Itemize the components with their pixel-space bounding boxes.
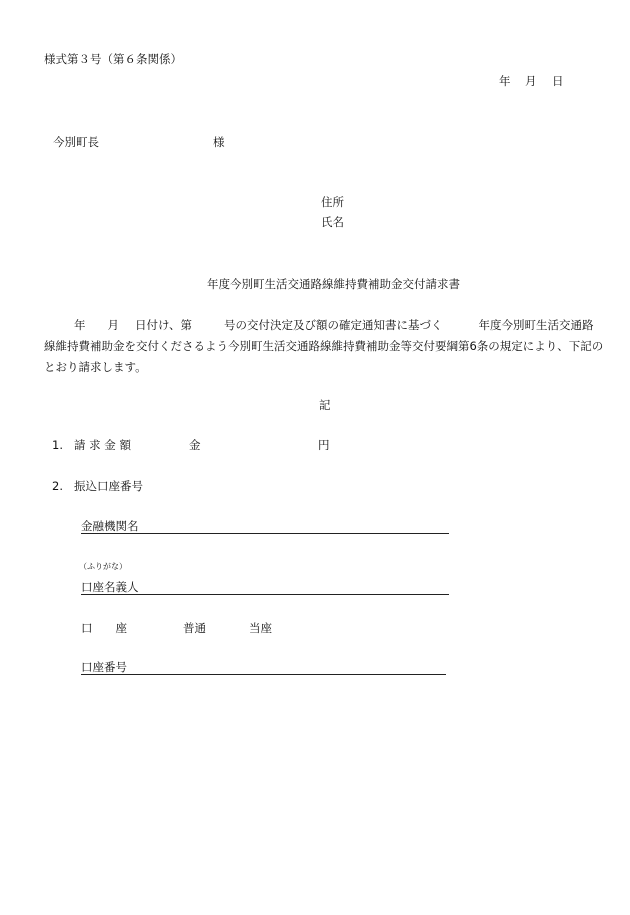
ki-marker: 記 [319,398,331,412]
bank-label: 金融機関名 [81,519,139,533]
account-number-line[interactable] [81,674,446,675]
body-year: 年 [74,318,86,332]
bank-field-line[interactable] [81,533,449,534]
item-2-label: 振込口座番号 [74,479,143,493]
holder-label: 口座名義人 [81,580,139,594]
account-type-label: 口 座 [81,621,127,635]
document-title: 年度今別町生活交通路線維持費補助金交付請求書 [207,277,460,291]
holder-field-line[interactable] [81,594,449,595]
body-number: 号の交付決定及び額の確定通知書に基づく [224,318,443,332]
item-1-unit: 円 [318,438,330,452]
name-label: 氏名 [321,215,344,229]
body-request: 年度今別町生活交通路線維持費補助金を交付くださるよう今別町生活交通路線維持費補助金等交付要綱第6条の規定により、下記のとおり請求します。 [44,318,604,374]
addressee-name: 今別町長 [53,135,99,149]
date-day: 日 [552,74,564,88]
furigana-label: （ふりがな） [79,562,127,571]
date-year: 年 [499,74,511,88]
account-type-current[interactable]: 当座 [249,621,272,635]
address-label: 住所 [321,195,344,209]
item-1-label: 請 求 金 額 [74,438,131,452]
body-month: 月 [107,318,119,332]
account-number-label: 口座番号 [81,660,127,674]
item-1-number: 1. [52,438,63,452]
form-id: 様式第３号（第６条関係） [44,52,182,66]
body-paragraph [44,315,604,378]
date-month: 月 [525,74,537,88]
body-day: 日付け、第 [135,318,193,332]
item-1-prefix: 金 [189,438,201,452]
item-2-number: 2. [52,479,63,493]
account-type-ordinary[interactable]: 普通 [183,621,206,635]
addressee-honorific: 様 [213,135,225,149]
